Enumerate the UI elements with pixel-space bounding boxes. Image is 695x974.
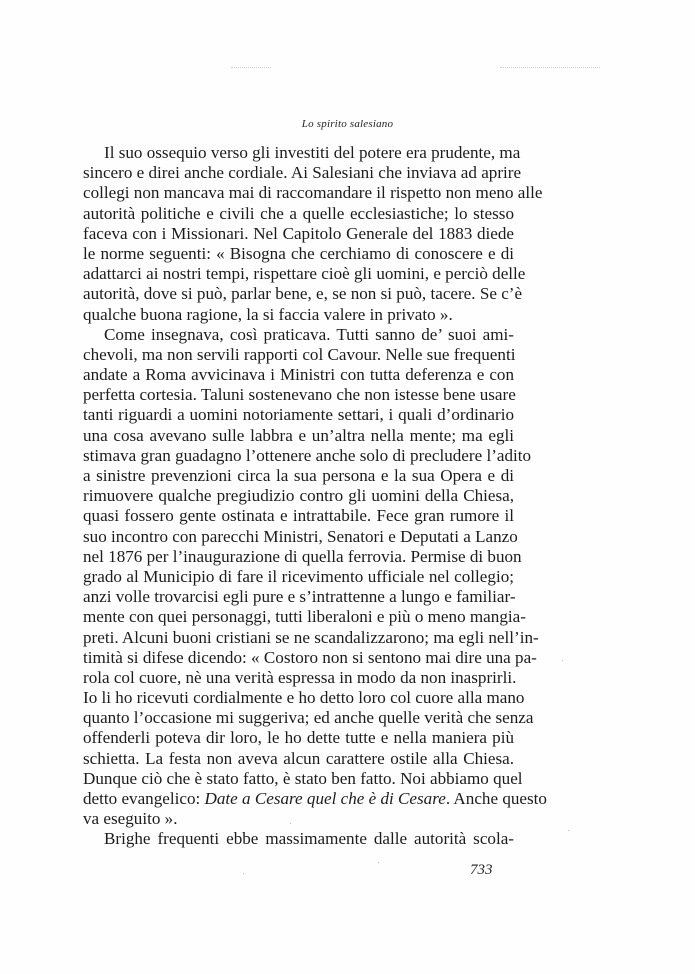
scan-speck [378,862,379,863]
paragraph [83,324,547,830]
text-line: autorità politiche e civili che a quelle ecclesiastiche; lo stesso [83,203,514,223]
scan-artifact [231,67,271,69]
text-line: perfetta cortesia. Taluni sostenevano che non istesse bene usare [83,385,516,405]
text-line: quasi fossero gente ostinata e intrattabile. Fece gran rumore il [83,506,514,526]
text-line: adattarci ai nostri tempi, rispettare cioè gli uomini, e perciò delle [83,264,526,284]
text-line: chevoli, ma non servili rapporti col Cavour. Nelle sue frequenti [83,344,516,364]
body-text [83,143,547,850]
text-line: qualche buona ragione, la si faccia valere in privato ». [83,304,453,324]
italic-quotation: Date a Cesare quel che è di Cesare [204,789,446,808]
text-line: sincero e direi anche cordiale. Ai Salesiani che inviava ad aprire [83,163,522,183]
text-line: timità si difese dicendo: « Costoro non si sentono mai dire una pa- [83,647,537,667]
paragraph [83,829,514,849]
text-line: collegi non mancava mai di raccomandare il rispetto non meno alle [83,183,543,203]
text-line: una cosa avevano sulle labbra e un’altra nella mente; ma egli [83,425,514,445]
text-line: suo incontro con parecchi Ministri, Senatori e Deputati a Lanzo [83,526,518,546]
text-line: quanto l’occasione mi suggeriva; ed anche quelle verità che senza [83,708,534,728]
scan-speck [290,823,291,824]
text-run: . Anche questo [445,789,547,808]
text-line: autorità, dove si può, parlar bene, e, se non si può, tacere. Se c’è [83,284,523,304]
text-line: anzi volle trovarcisi egli pure e s’intrattenne a lungo e familiar- [83,587,516,607]
text-line: va eseguito ». [83,809,178,829]
text-line: Dunque ciò che è stato fatto, è stato ben fatto. Noi abbiamo quel [83,768,523,788]
paragraph [83,143,543,325]
text-run: detto evangelico: [83,789,205,808]
text-line: rimuovere qualche pregiudizio contro gli uomini della Chiesa, [83,486,514,506]
text-line: nel 1876 per l’inaugurazione di quella ferrovia. Permise di buon [83,546,522,566]
text-line: stimava gran guadagno l’ottenere anche solo di precludere l’adito [83,445,532,465]
running-head: Lo spirito salesiano [301,118,394,130]
text-line: mente con quei personaggi, tutti liberaloni e più o meno mangia- [83,607,526,627]
scan-speck [568,830,569,831]
page-number: 733 [470,862,493,878]
scan-speck [243,873,244,874]
text-line: a sinistre prevenzioni circa la sua persona e la sua Opera e di [83,466,514,485]
text-line: rola col cuore, nè una verità espressa in modo da non inasprirli. [83,667,517,687]
scan-speck [562,660,563,661]
text-line: grado al Municipio di fare il ricevimento ufficiale nel collegio; [83,566,514,586]
text-line: Brighe frequenti ebbe massimamente dalle autorità scola- [104,829,514,849]
text-line: preti. Alcuni buoni cristiani se ne scandalizzarono; ma egli nell’in- [83,627,539,647]
scan-artifact [500,67,600,69]
text-line: andate a Roma avvicinava i Ministri con tutta deferenza e con [83,365,514,385]
text-line-with-italic [83,789,547,809]
text-line: faceva con i Missionari. Nel Capitolo Generale del 1883 diede [83,223,514,243]
text-line: tanti riguardi a uomini notoriamente settari, i quali d’ordinario [83,405,514,425]
text-line: Come insegnava, così praticava. Tutti sanno de’ suoi ami- [104,324,514,344]
text-line: schietta. La festa non aveva alcun carattere ostile alla Chiesa. [83,748,514,768]
text-line: Il suo ossequio verso gli investiti del potere era prudente, ma [104,143,521,162]
text-line: Io li ho ricevuti cordialmente e ho detto loro col cuore alla mano [83,688,525,708]
text-line: le norme seguenti: « Bisogna che cerchiamo di conoscere e di [83,243,514,263]
text-line: offenderli poteva dir loro, le ho dette tutte e nella maniera più [83,728,514,748]
